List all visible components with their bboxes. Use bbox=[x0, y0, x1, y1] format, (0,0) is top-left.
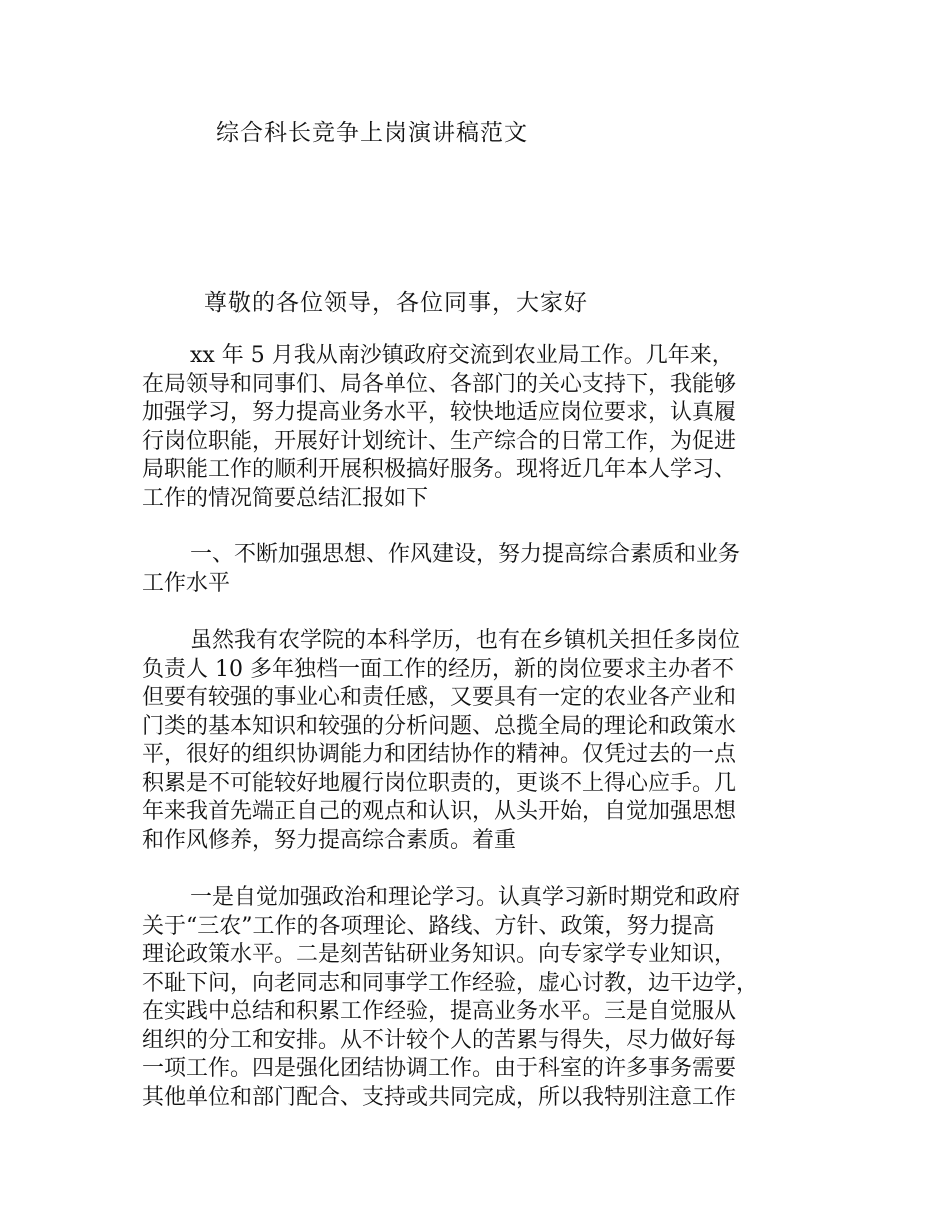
paragraph-line: 在局领导和同事们、局各单位、各部门的关心支持下，我能够 bbox=[142, 371, 737, 397]
paragraph-line: 局职能工作的顺利开展积极搞好服务。现将近几年本人学习、 bbox=[142, 457, 737, 482]
paragraph-line: 工作的情况简要总结汇报如下 bbox=[142, 485, 429, 511]
paragraph-line: 一项工作。四是强化团结协调工作。由于科室的许多事务需要 bbox=[142, 1056, 737, 1081]
paragraph-line: 积累是不可能较好地履行岗位职责的，更谈不上得心应手。几 bbox=[142, 770, 737, 796]
paragraph-line: 不耻下问，向老同志和同事学工作经验，虚心讨教，边干边学， bbox=[142, 970, 759, 996]
paragraph-line: 和作风修养，努力提高综合素质。着重 bbox=[142, 827, 517, 853]
paragraph-line: 一是自觉加强政治和理论学习。认真学习新时期党和政府 bbox=[190, 885, 741, 910]
paragraph-line: 负责人 10 多年独档一面工作的经历，新的岗位要求主办者不 bbox=[142, 656, 734, 682]
paragraph-line: xx 年 5 月我从南沙镇政府交流到农业局工作。几年来， bbox=[190, 343, 734, 368]
paragraph bbox=[142, 884, 832, 1112]
paragraph-line: 其他单位和部门配合、支持或共同完成，所以我特别注意工作 bbox=[142, 1084, 737, 1110]
section-heading bbox=[142, 541, 832, 598]
paragraph-line: 加强学习，努力提高业务水平，较快地适应岗位要求，认真履 bbox=[142, 400, 737, 425]
paragraph-line: 在实践中总结和积累工作经验，提高业务水平。三是自觉服从 bbox=[142, 999, 737, 1024]
document-title: 综合科长竞争上岗演讲稿范文 bbox=[216, 120, 528, 146]
paragraph-line: 理论政策水平。二是刻苦钻研业务知识。向专家学专业知识， bbox=[142, 942, 737, 967]
paragraph bbox=[142, 627, 832, 855]
paragraph bbox=[142, 342, 832, 513]
salutation: 尊敬的各位领导，各位同事，大家好 bbox=[204, 290, 588, 316]
paragraph-line: 虽然我有农学院的本科学历，也有在乡镇机关担任多岗位 bbox=[190, 628, 741, 653]
paragraph-line: 年来我首先端正自己的观点和认识，从头开始，自觉加强思想 bbox=[142, 799, 737, 824]
paragraph-line: 组织的分工和安排。从不计较个人的苦累与得失，尽力做好每 bbox=[142, 1027, 737, 1053]
paragraph-line: 门类的基本知识和较强的分析问题、总揽全局的理论和政策水 bbox=[142, 713, 737, 739]
paragraph-line: 但要有较强的事业心和责任感，又要具有一定的农业各产业和 bbox=[142, 685, 737, 710]
paragraph-line: 一、不断加强思想、作风建设，努力提高综合素质和业务 bbox=[190, 542, 741, 567]
paragraph-line: 平，很好的组织协调能力和团结协作的精神。仅凭过去的一点 bbox=[142, 742, 737, 767]
paragraph-line: 关于“三农”工作的各项理论、路线、方针、政策，努力提高 bbox=[142, 913, 715, 939]
paragraph-line: 行岗位职能，开展好计划统计、生产综合的日常工作，为促进 bbox=[142, 428, 737, 454]
paragraph-line: 工作水平 bbox=[142, 570, 231, 596]
